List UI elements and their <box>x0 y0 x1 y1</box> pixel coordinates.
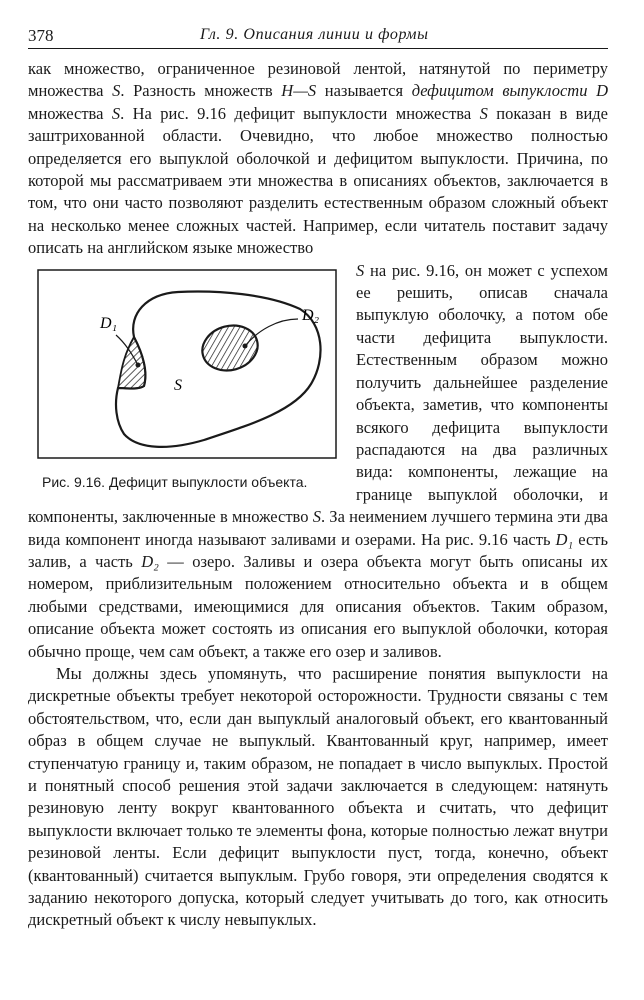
label-d2: D₂ <box>302 306 320 324</box>
term-convexity-deficit: дефицитом выпуклости D <box>411 81 608 101</box>
bay-d1-region <box>118 337 145 389</box>
lake-d2-region <box>197 319 262 376</box>
page-number: 378 <box>28 26 54 45</box>
label-d1: D₁ <box>100 314 118 332</box>
figure-caption: Рис. 9.16. Дефицит выпуклости объекта. <box>42 473 308 490</box>
body-text: как множество, ограниченное резиновой лентой, натянутой по периметру множества S. Разность множеств H—S называется дефицитом выпуклости D множества S. На рис. 9.16 дефицит выпуклости множества S показан в виде заштрихованной области. Очевидно, что любое множество полностью определяется его выпуклой оболочкой и дефицитом выпуклости. Причина, по которой мы рассматриваем эти множества в описаниях объектов, заключается в том, что они часто позволяют разделить естественным образом сложный объект на несколько менее сложных частей. Например, если читатель поставит задачу описать на английском языке множество D₁ D₂ S Рис. 9.16. Дефицит выпуклости объекта. S на рис. 9.16, он может с успехом ее решить, описав сначала выпуклую оболочку, а потом обе части дефицита выпуклости. Естественным образом можно получить дальнейшее разделение объекта, заметив, что компоненты всякого дефицита выпуклости распадаются на два различных вида: компоненты, лежащие на границе выпуклой оболочки, и компоненты, заключенные в множество S. За неимением лучшего термина эти два вида компонент иногда называют заливами и озерами. На рис. 9.16 часть D₁ есть залив, а часть D₂ — озеро. Заливы и озера объекта могут быть описаны их номером, приблизительным положением относительно объекта и в общем любыми средствами, имеющимися для описания объектов. Таким образом, описание объекта может состоять из описания его выпуклой оболочки, которая обычно проще, чем сам объект, а также его озер и заливов. Мы должны здесь упомянуть, что расширение понятия выпуклости на дискретные объекты требует некоторой осторожности. Трудности связаны с тем обстоятельством, что, если дан выпуклый аналоговый объект, его квантованный образ в общем случае не выпуклый. Квантованный круг, например, имеет ступенчатую границу и, таким образом, не попадает в число выпуклых. Простой и понятный способ решения этой задачи заключается в следующем: натянуть резиновую ленту вокруг квантованного объекта и считать, что дефицит выпуклости включает только те элементы фона, которые полностью лежат внутри резиновой ленты. Если дефицит выпуклости пуст, тогда, конечно, объект (квантованный) считается выпуклым. Грубо говоря, эти определения сводятся к заданию некоторого допуска, который следует учитывать до того, как относить дискретный объект к числу невыпуклых. <box>28 58 608 932</box>
paragraph-1: как множество, ограниченное резиновой лентой, натянутой по периметру множества S. Разность множеств H—S называется дефицитом выпуклости D множества S. На рис. 9.16 дефицит выпуклости множества S показан в виде заштрихованной области. Очевидно, что любое множество полностью определяется его выпуклой оболочкой и дефицитом выпуклости. Причина, по которой мы рассматриваем эти множества в описаниях объектов, заключается в том, что они часто позволяют разделить естественным образом сложный объект на несколько менее сложных частей. Например, если читатель поставит задачу описать на английском языке множество <box>28 59 608 258</box>
page-header <box>28 8 608 48</box>
label-s: S <box>174 376 182 394</box>
convexity-deficit-diagram <box>28 264 340 464</box>
figure-frame <box>38 270 336 458</box>
running-head: Гл. 9. Описания линии и формы <box>200 26 429 43</box>
header-rule <box>28 48 608 49</box>
figure-9-16 <box>28 264 340 492</box>
paragraph-2: Мы должны здесь упомянуть, что расширение понятия выпуклости на дискретные объекты требует некоторой осторожности. Трудности связаны с тем обстоятельством, что, если дан выпуклый аналоговый объект, его квантованный образ в общем случае не выпуклый. Квантованный круг, например, имеет ступенчатую границу и, таким образом, не попадает в число выпуклых. Простой и понятный способ решения этой задачи заключается в следующем: натянуть резиновую ленту вокруг квантованного объекта и считать, что дефицит выпуклости включает только те элементы фона, которые полностью лежат внутри резиновой ленты. Если дефицит выпуклости пуст, тогда, конечно, объект (квантованный) считается выпуклым. Грубо говоря, эти определения сводятся к заданию некоторого допуска, который следует учитывать до того, как относить дискретный объект к числу невыпуклых. <box>28 663 608 930</box>
